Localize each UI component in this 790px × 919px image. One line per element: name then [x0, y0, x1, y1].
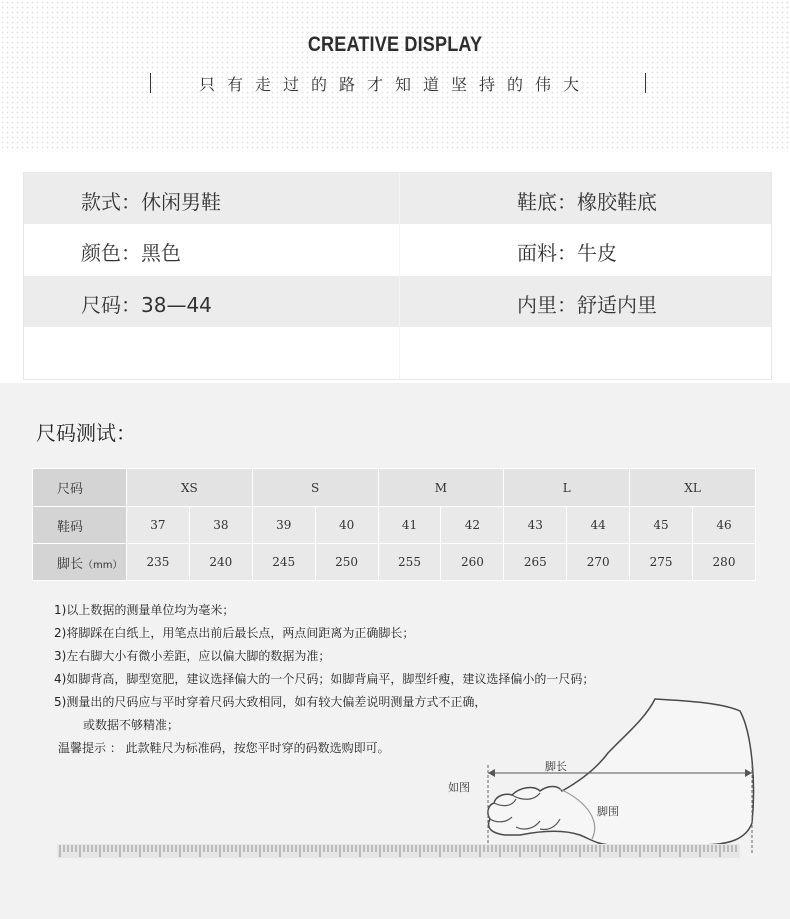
spec-sole: 鞋底：橡胶鞋底: [517, 190, 657, 214]
shoe-code-cell: 44: [567, 507, 630, 544]
size-xs: XS: [127, 469, 253, 507]
shoe-code-cell: 42: [441, 507, 504, 544]
size-test-title: 尺码测试：: [36, 421, 136, 445]
foot-length-cell: 260: [441, 544, 504, 581]
label-length: 脚长: [545, 760, 567, 773]
note-line: 3)左右脚大小有微小差距，应以偏大脚的数据为准；: [54, 649, 331, 663]
warm-tip: 温馨提示 ： 此款鞋尺为标准码，按您平时穿的码数选购即可。: [58, 741, 390, 755]
spec-row-empty: [24, 328, 771, 379]
note-line: 5)测量出的尺码应与平时穿着尺码大致相同，如有较大偏差说明测量方式不正确，: [54, 695, 487, 709]
size-test-section: [0, 383, 790, 919]
foot-length-cell: 255: [378, 544, 441, 581]
spec-size: 尺码：38—44: [81, 293, 212, 317]
foot-length-cell: 240: [189, 544, 252, 581]
foot-length-cell: 265: [504, 544, 567, 581]
spec-material: 面料：牛皮: [517, 241, 617, 265]
foot-length-cell: 245: [252, 544, 315, 581]
foot-length-unit: （mm）: [83, 559, 123, 571]
spec-divider: [399, 173, 400, 379]
foot-length-text: 脚长: [57, 556, 84, 572]
shoe-code-cell: 37: [127, 507, 190, 544]
foot-length-cell: 270: [567, 544, 630, 581]
spec-color: 颜色：黑色: [81, 241, 181, 265]
foot-length-cell: 250: [315, 544, 378, 581]
slogan-right-bar: [645, 73, 646, 93]
label-girth: 脚围: [597, 805, 619, 818]
size-xl: XL: [630, 469, 756, 507]
shoe-code-cell: 46: [693, 507, 756, 544]
spec-lining: 内里：舒适内里: [517, 293, 657, 317]
size-s: S: [252, 469, 378, 507]
slogan: 只有走过的路才知道坚持的伟大: [198, 75, 591, 94]
shoe-code-label: 鞋码: [33, 507, 127, 544]
size-l: L: [504, 469, 630, 507]
size-row-label: 尺码: [33, 469, 127, 507]
notes: [54, 599, 594, 760]
note-line: 4)如脚背高，脚型宽肥，建议选择偏大的一个尺码；如脚背扁平，脚型纤瘦，建议选择偏小的一尺码；: [54, 672, 595, 686]
spec-row: [24, 173, 771, 224]
shoe-code-cell: 43: [504, 507, 567, 544]
header-banner: [0, 0, 790, 152]
shoe-code-cell: 41: [378, 507, 441, 544]
shoe-code-cell: 45: [630, 507, 693, 544]
size-m: M: [378, 469, 504, 507]
arrow-left-icon: [488, 769, 495, 777]
shoe-code-cell: 39: [252, 507, 315, 544]
shoe-code-cell: 40: [315, 507, 378, 544]
note-line: 或数据不够精准；: [83, 718, 180, 732]
note-line: 2)将脚踩在白纸上，用笔点出前后最长点，两点间距离为正确脚长；: [54, 626, 415, 640]
page-title: CREATIVE DISPLAY: [307, 33, 483, 56]
spec-row: [24, 224, 771, 275]
foot-length-cell: 275: [630, 544, 693, 581]
shoe-code-cell: 38: [189, 507, 252, 544]
ruler-icon: [57, 844, 740, 858]
label-as-shown: 如图: [448, 781, 470, 794]
spec-row: [24, 276, 771, 327]
spec-style: 款式：休闲男鞋: [81, 190, 221, 214]
note-line: 1)以上数据的测量单位均为毫米；: [54, 603, 235, 617]
foot-length-cell: 280: [693, 544, 756, 581]
foot-length-cell: 235: [127, 544, 190, 581]
spec-table: [23, 172, 772, 380]
